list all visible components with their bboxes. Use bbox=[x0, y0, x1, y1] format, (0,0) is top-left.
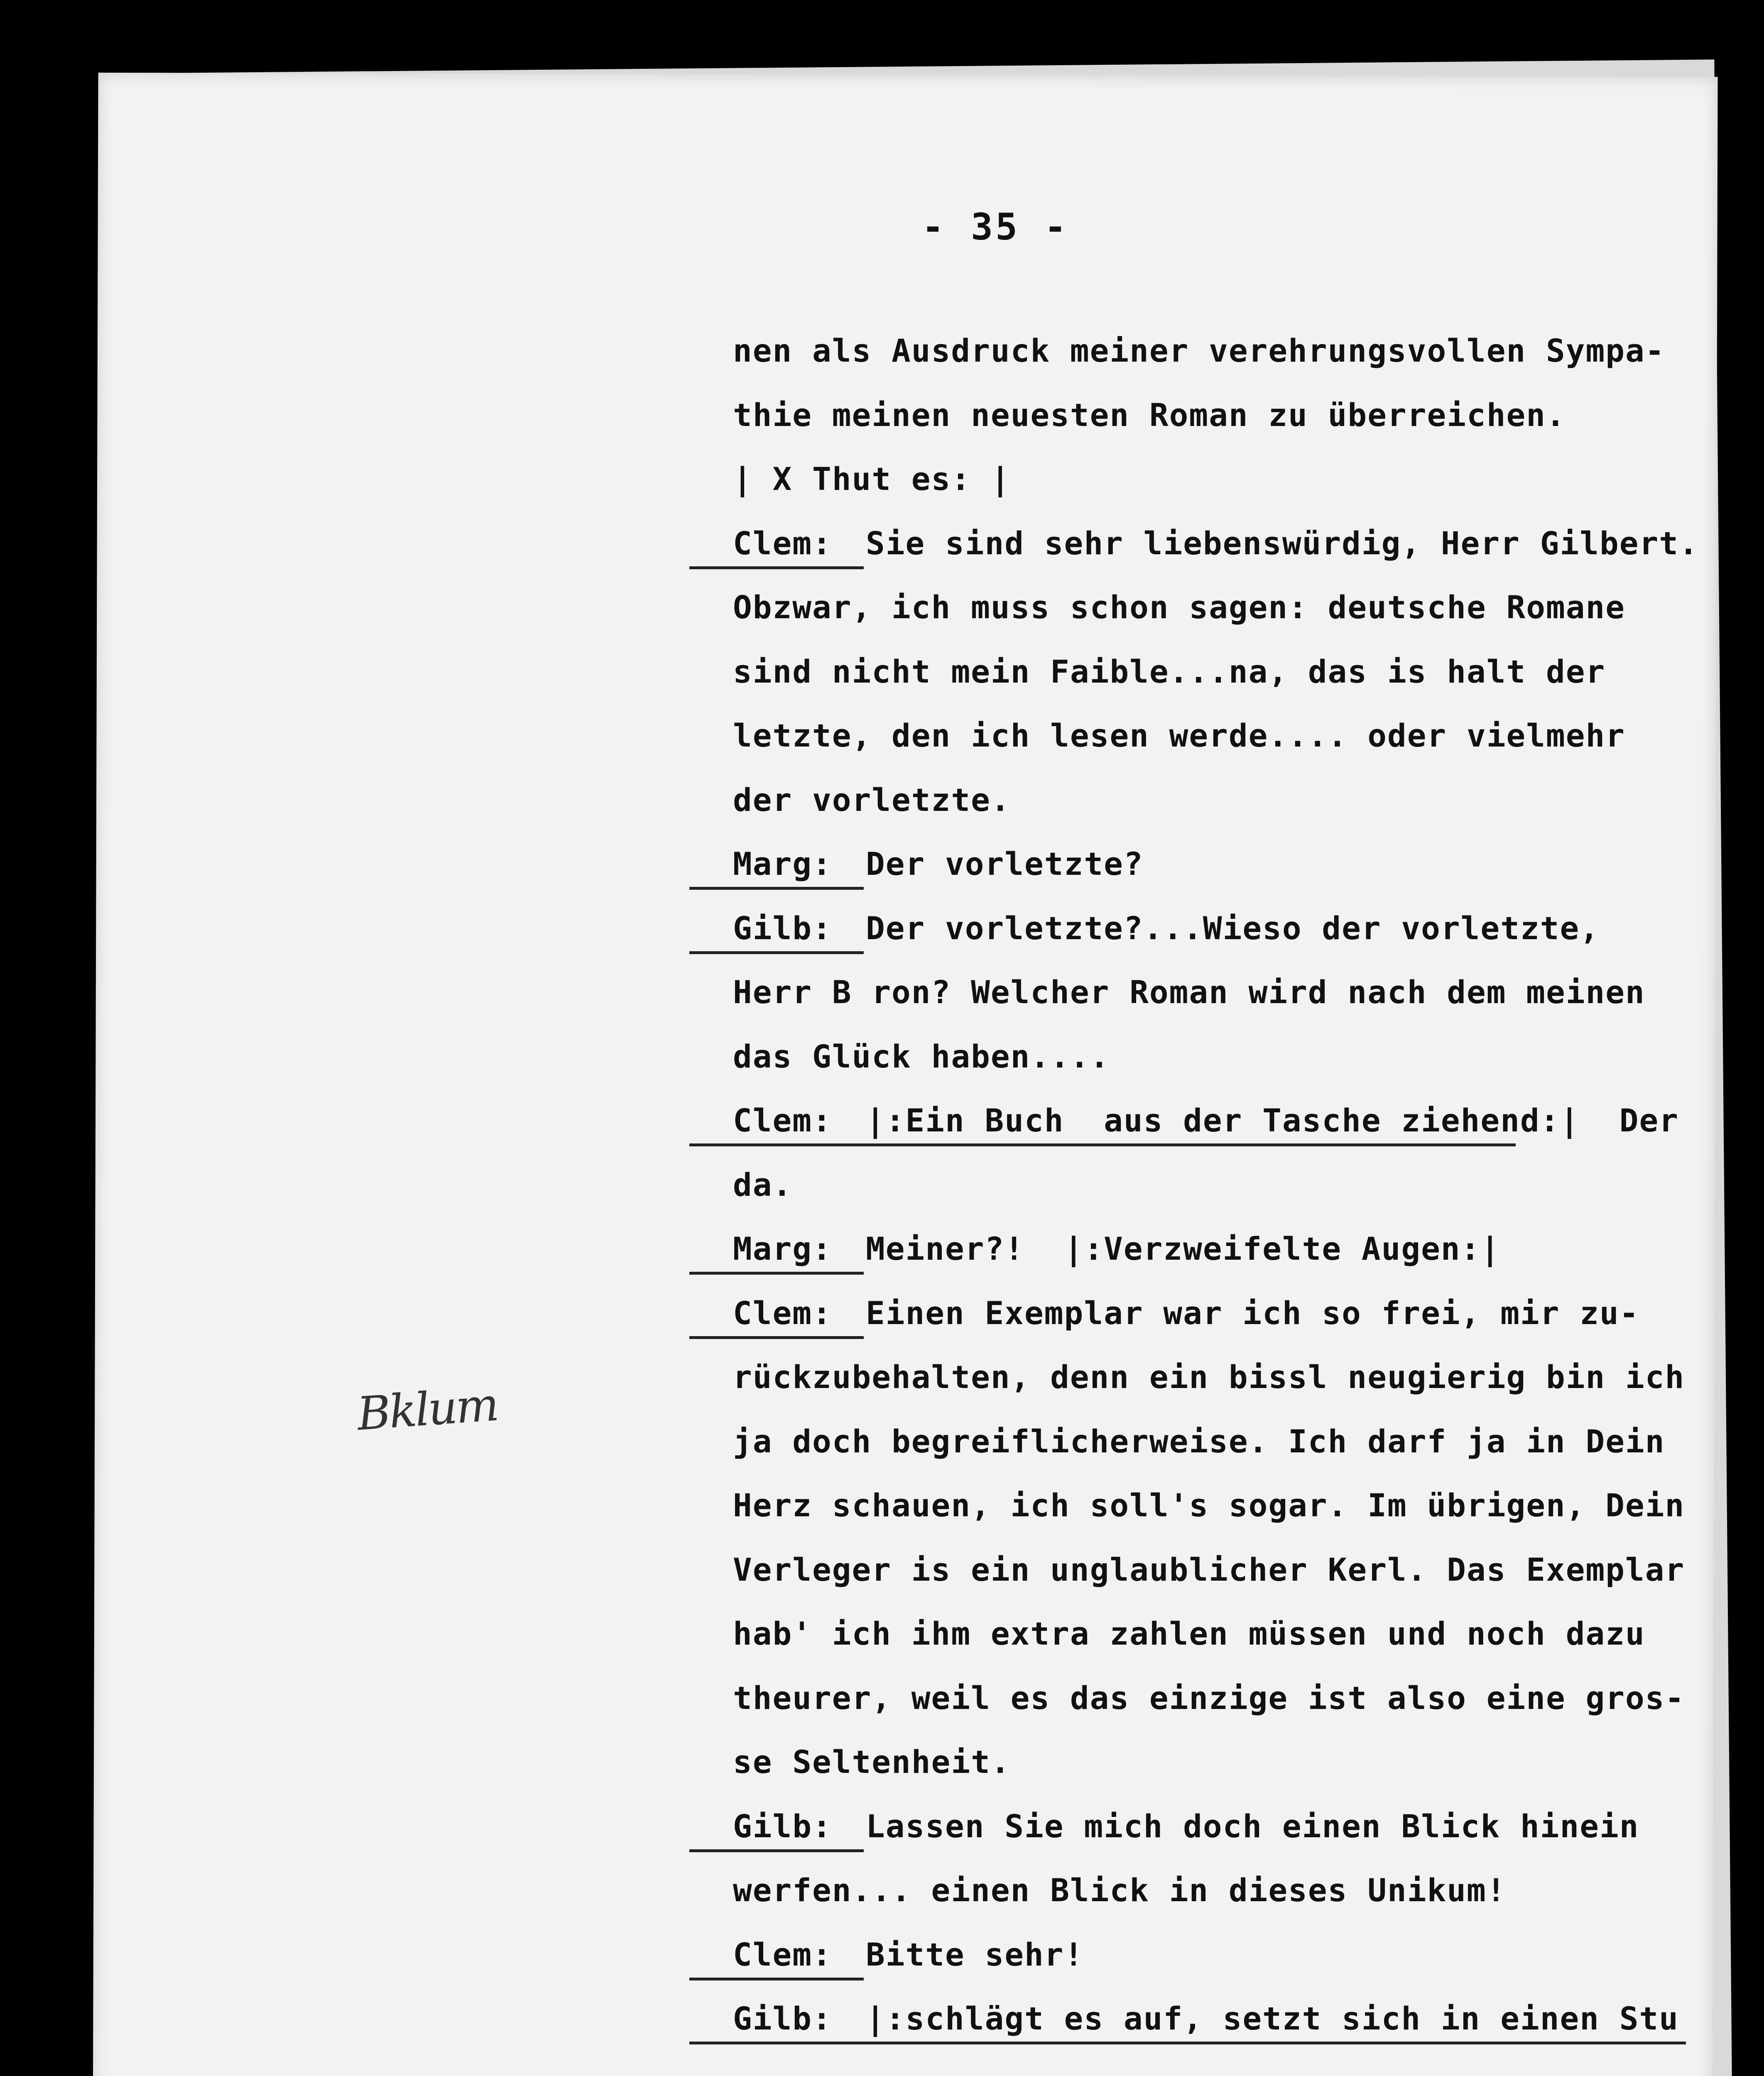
script-line bbox=[733, 910, 1600, 947]
line-text: se Seltenheit. bbox=[733, 1743, 1011, 1780]
speaker-label: Clem: bbox=[733, 1936, 832, 1973]
script-line bbox=[733, 1743, 1011, 1780]
line-text: da. bbox=[733, 1166, 793, 1203]
line-text: Der vorletzte? bbox=[866, 845, 1144, 882]
script-line bbox=[733, 1166, 792, 1203]
line-text: letzte, den ich lesen werde.... oder vielmehr bbox=[733, 717, 1626, 754]
speaker-label: Gilb: bbox=[733, 1807, 832, 1845]
speaker-underline bbox=[689, 1849, 864, 1852]
speaker-underline bbox=[689, 951, 864, 954]
line-text: werfen... einen Blick in dieses Unikum! bbox=[733, 1872, 1507, 1909]
script-line bbox=[733, 1423, 1665, 1460]
line-text: theurer, weil es das einzige ist also eine gros- bbox=[733, 1679, 1685, 1716]
script-line bbox=[733, 974, 1645, 1011]
script-line bbox=[733, 1872, 1506, 1909]
script-line bbox=[733, 1102, 1679, 1139]
line-text: Meiner?! |:Verzweifelte Augen:| bbox=[866, 1230, 1501, 1267]
script-line bbox=[733, 1487, 1685, 1524]
handwritten-note: Bklum bbox=[355, 1378, 499, 1441]
speaker-underline bbox=[689, 1143, 1516, 1146]
bleed-through-text bbox=[616, 353, 1543, 917]
line-text: Herr B ron? Welcher Roman wird nach dem meinen bbox=[733, 974, 1645, 1011]
line-text: hab' ich ihm extra zahlen müssen und noch dazu bbox=[733, 1615, 1645, 1652]
script-line bbox=[733, 781, 1011, 818]
script-line bbox=[733, 1359, 1685, 1395]
script-line bbox=[733, 1295, 1639, 1332]
line-text: Einen Exemplar war ich so frei, mir zu- bbox=[866, 1294, 1639, 1332]
line-text: Obzwar, ich muss schon sagen: deutsche Romane bbox=[733, 589, 1626, 626]
line-text: Herz schauen, ich soll's sogar. Im übrigen, Dein bbox=[733, 1487, 1685, 1524]
speaker-underline bbox=[689, 1978, 864, 1981]
script-line bbox=[733, 589, 1625, 626]
script-line bbox=[733, 845, 1144, 882]
line-text: das Glück haben.... bbox=[733, 1038, 1110, 1075]
line-text: thie meinen neuesten Roman zu überreichen. bbox=[733, 396, 1566, 433]
speaker-underline bbox=[689, 887, 864, 890]
line-text: ja doch begreiflicherweise. Ich darf ja in Dein bbox=[733, 1422, 1665, 1460]
line-text: |:schlägt es auf, setzt sich in einen Stu bbox=[866, 2000, 1679, 2037]
line-text: Verleger is ein unglaublicher Kerl. Das Exemplar bbox=[733, 1551, 1685, 1588]
line-text: Lassen Sie mich doch einen Blick hinein bbox=[866, 1807, 1639, 1845]
script-line bbox=[733, 1808, 1639, 1845]
script-line bbox=[733, 2000, 1679, 2037]
script-line bbox=[733, 397, 1566, 433]
speaker-label: Marg: bbox=[733, 845, 832, 882]
speaker-label: Clem: bbox=[733, 524, 832, 562]
page-number: - 35 - bbox=[922, 206, 1069, 248]
script-line bbox=[733, 653, 1605, 690]
line-text: nen als Ausdruck meiner verehrungsvollen Sympa- bbox=[733, 332, 1665, 369]
line-text: rückzubehalten, denn ein bissl neugierig bin ich bbox=[733, 1359, 1685, 1395]
speaker-underline bbox=[689, 1336, 864, 1339]
line-text: |:Ein Buch aus der Tasche ziehend:| Der bbox=[866, 1102, 1679, 1139]
speaker-underline bbox=[689, 1272, 864, 1275]
script-line bbox=[733, 1615, 1645, 1652]
speaker-label: Gilb: bbox=[733, 909, 832, 947]
script-line bbox=[733, 1551, 1685, 1588]
script-line bbox=[733, 1230, 1500, 1267]
script-line bbox=[733, 460, 1011, 497]
speaker-underline bbox=[689, 2042, 1686, 2044]
speaker-label: Gilb: bbox=[733, 2000, 832, 2037]
line-text: der vorletzte. bbox=[733, 781, 1011, 818]
script-line bbox=[733, 1679, 1685, 1716]
script-line bbox=[733, 332, 1665, 369]
script-line bbox=[733, 525, 1699, 562]
line-text: | X Thut es: | bbox=[733, 460, 1011, 497]
script-line bbox=[733, 1038, 1110, 1075]
script-line bbox=[733, 717, 1625, 754]
speaker-label: Clem: bbox=[733, 1102, 832, 1139]
script-line bbox=[733, 1936, 1084, 1973]
line-text: sind nicht mein Faible...na, das is halt der bbox=[733, 653, 1606, 690]
line-text: Bitte sehr! bbox=[866, 1936, 1084, 1973]
line-text: Der vorletzte?...Wieso der vorletzte, bbox=[866, 909, 1600, 947]
line-text: Sie sind sehr liebenswürdig, Herr Gilbert. bbox=[866, 524, 1699, 562]
speaker-label: Marg: bbox=[733, 1230, 832, 1267]
speaker-underline bbox=[689, 566, 864, 569]
speaker-label: Clem: bbox=[733, 1294, 832, 1332]
